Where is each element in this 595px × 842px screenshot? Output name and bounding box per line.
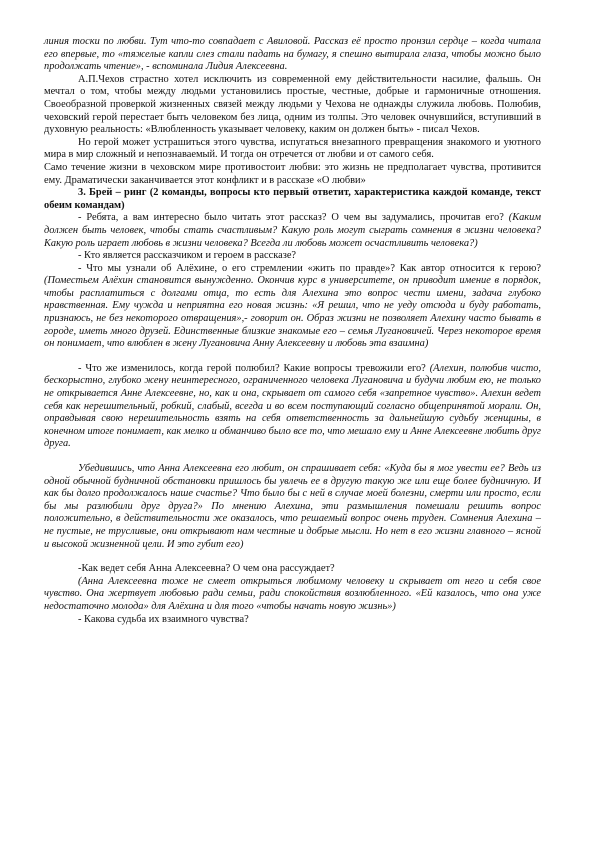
answer-4-continued: Убедившись, что Анна Алексеевна его любит, он спрашивает себя: «Куда бы я мог увести ее? Ведь из одной обычной будничной обстановки пришлось бы увлечь ее в другую такую же или еще более будничную. И как бы долго продолжалось наше счастье? Что было бы с ней в случае моей болезни, смерти или просто, если бы мы разлюбили друг друга?» По мнению Алехина, эти размышления помешали решить вопрос положительно, в действительности же оказалось, что решаемый вопрос очень труден. Сомнения Алехина – не пустые, не трусливые, они открывают нам честные и добрые мысли. Но нет в его жизни главного – ясной и высокой жизненной цели. И это губит его) bbox=[44, 463, 541, 550]
paragraph-life-conflict: Само течение жизни в чеховском мире противостоит любви: это жизнь не предполагает чувства, противится ему. Драматически заканчивается этот конфликт и в рассказе «О любви» bbox=[44, 161, 541, 186]
answer-5: (Анна Алексеевна тоже не смеет открыться любимому человеку и скрывает от него и себя свое чувство. Она жертвует любовью ради семьи, ради спокойствия возлюбленного. «Ей казалось, что она уже недостаточно молода» для Алёхина и для того «чтобы начать новую жизнь») bbox=[44, 575, 541, 612]
paragraph-chekhov-love: А.П.Чехов страстно хотел исключить из современной ему действительности насилие, фальшь. Он мечтал о том, чтобы между людьми установились простые, честные, добрые и гармоничные отношения. Своеобразной проверкой жизненных связей между людьми у Чехова не однажды служила любовь. Полюбив, чеховский герой перестает быть человеком без лица, одним из толпы. Это человек очнувшийся, вступивший в духовную реальность: «Влюбленность указывает человеку, каким он должен быть» - писал Чехов. bbox=[44, 73, 541, 136]
answer-4: (Алехин, полюбив чисто, бескорыстно, глубоко жену неинтересного, ограниченного человека Лугановича и будучи любим ею, не только не открывается Анне Алексеевне, но, как и она, скрывает от самого себя «запретное чувство». Алехин ведет себя как нерешительный, робкий, слабый, всегда и во всем поступающий согласно общепринятой морали. Он, оправдывая свою нерешительность взять на себя ответственность за дальнейшую судьбу женщины, в конечном итоге понимает, как мелко и обманчиво было все то, что мешало ему и Анне Алексеевне любить друг друга. bbox=[44, 362, 541, 450]
paragraph-avilova-quote: линия тоски по любви. Тут что-то совпадает с Авиловой. Рассказ её просто пронзил сердце – когда читала его впервые, то «тяжелые капли слез стали падать на бумагу, я спешно вытирала глаза, чтобы можно было продолжать чтение», - вспоминала Лидия Алексеевна. bbox=[44, 36, 541, 73]
answer-1: (Каким должен быть человек, чтобы стать счастливым? Какую роль могут сыграть сомнения в жизни человека? Какую роль играет любовь в жизни человека? Всегда ли любовь может осчастливить человека?) bbox=[44, 212, 541, 249]
paragraph-hero-fear: Но герой может устрашиться этого чувства, испугаться внезапного превращения знакомого и уютного мира в мир сложный и непознаваемый. И тогда он отречется от любви и от самого себя. bbox=[44, 136, 541, 161]
question-block-3 bbox=[44, 263, 541, 351]
question-6: - Какова судьба их взаимного чувства? bbox=[78, 613, 249, 625]
spacer bbox=[44, 351, 541, 363]
question-2: - Кто является рассказчиком и героем в рассказе? bbox=[78, 250, 297, 262]
answer-3: (Поместьем Алёхин становится вынужденно. Окончив курс в университете, он приводит имение в порядок, чтобы расплатиться с долгами отца, то есть для Алехина это вопрос чести имени, задача глубоко нравственная. Ему чужда и неприятна его новая жизнь: «Я решил, что не уеду отсюда и буду работать, признаюсь, не без некоторого отвращения»,- говорит он. Образ жизни не позволяет Алехину часто бывать в городе, иметь много друзей. Единственные близкие знакомые его – семья Лугановичей. Через некоторое время он понимает, что влюблен в жену Лугановича Анну Алексеевну и любовь эта взаимна) bbox=[44, 275, 541, 350]
question-5: -Как ведет себя Анна Алексеевна? О чем она рассуждает? bbox=[78, 563, 335, 575]
spacer bbox=[44, 451, 541, 463]
section-heading-brain-ring: 3. Брей – ринг (2 команды, вопросы кто первый ответит, характеристика каждой команде, текст обеим командам) bbox=[44, 187, 541, 211]
spacer bbox=[44, 551, 541, 563]
question-block-4 bbox=[44, 363, 541, 451]
question-3: - Что мы узнали об Алёхине, о его стремлении «жить по правде»? Как автор относится к герою? bbox=[78, 262, 541, 274]
question-block-1 bbox=[44, 212, 541, 250]
question-4: - Что же изменилось, когда герой полюбил? Какие вопросы тревожили его? bbox=[78, 362, 426, 374]
question-1: - Ребята, а вам интересно было читать этот рассказ? О чем вы задумались, прочитав его? bbox=[78, 212, 504, 224]
